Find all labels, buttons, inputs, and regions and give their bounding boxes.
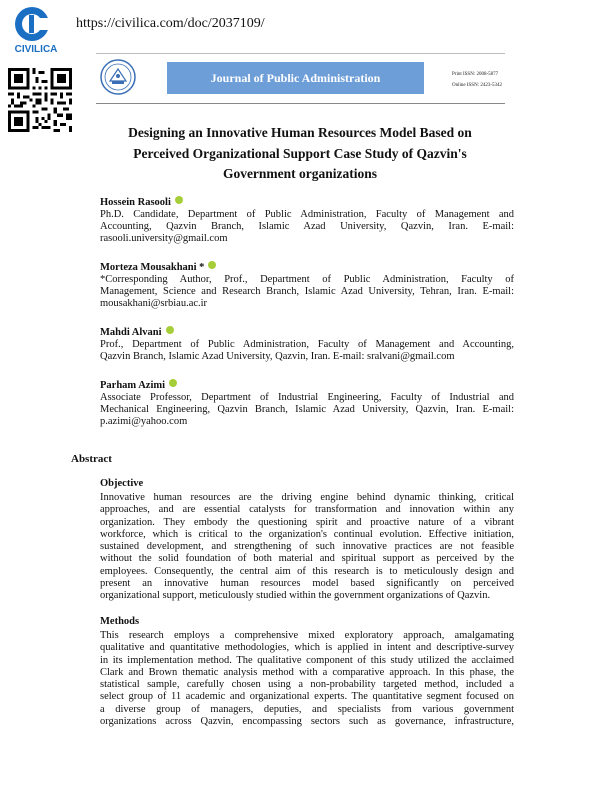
paragraph-line: Innovative human resources are the driving engine behind dynamic thinking, critical bbox=[100, 492, 514, 503]
paragraph-line: present an innovative human resources model based significantly on perceived bbox=[100, 578, 514, 590]
author-email: rasooli.university@gmail.com bbox=[100, 233, 228, 245]
author-block bbox=[100, 196, 514, 246]
author-name: Hossein Rasooli bbox=[100, 197, 171, 208]
paragraph-line: organizational support, meticulously studied within the government organizations of Qazvin. bbox=[100, 590, 491, 602]
paragraph-line: approaches, and are essential catalysts for transformation and innovation within any bbox=[100, 504, 514, 516]
paragraph-line: statistical sample, carefully chosen using a non-probability targeted method, included a bbox=[100, 679, 514, 691]
affiliation-line: *Corresponding Author, Prof., Department of Public Administration, Faculty of bbox=[100, 274, 514, 285]
author-affiliation bbox=[100, 274, 514, 311]
document-url[interactable]: https://civilica.com/doc/2037109/ bbox=[76, 16, 265, 31]
author-affiliation bbox=[100, 209, 514, 246]
header-bottom-rule bbox=[96, 103, 505, 104]
journal-name-banner: Journal of Public Administration bbox=[167, 62, 424, 94]
author-name: Morteza Mousakhani * bbox=[100, 262, 205, 273]
paragraph-line: qualitative and quantitative methodologies, which is applied in intent and descriptive-survey bbox=[100, 642, 514, 654]
affiliation-line: Prof., Department of Public Administration, Faculty of Management and Accounting, bbox=[100, 339, 514, 350]
author-affiliation bbox=[100, 339, 514, 363]
header-top-rule bbox=[96, 53, 505, 54]
author-email: p.azimi@yahoo.com bbox=[100, 416, 188, 428]
paragraph-line: in its implementation method. The qualitative component of this study utilized the acclaimed bbox=[100, 654, 514, 666]
methods-paragraph bbox=[100, 630, 514, 728]
paragraph-line: employees. Consequently, the central aim of this research is to meticulously design and bbox=[100, 565, 514, 577]
methods-heading: Methods bbox=[100, 616, 140, 627]
civilica-brand: CIVILICA bbox=[14, 44, 58, 55]
paper-title bbox=[100, 123, 500, 185]
affiliation-line: Associate Professor, Department of Industrial Engineering, Faculty of Industrial and bbox=[100, 392, 514, 403]
civilica-logo[interactable] bbox=[6, 6, 66, 56]
author-block bbox=[100, 326, 514, 363]
paragraph-line: organization. They embody the questioning spirit and proactive nature of a vibrant bbox=[100, 516, 514, 528]
print-issn: Print ISSN: 2008-5877 bbox=[452, 72, 499, 77]
objective-paragraph bbox=[100, 492, 514, 603]
paragraph-line: a diverse group of managers, deputies, and specialists from various government bbox=[100, 703, 514, 715]
online-issn: Online ISSN: 2423-5342 bbox=[452, 83, 502, 88]
affiliation-line: Ph.D. Candidate, Department of Public Administration, Faculty of Management and bbox=[100, 209, 514, 220]
affiliation-line: Mechanical Engineering, Qazvin Branch, Islamic Azad University, Qazvin, Iran. E-mail: bbox=[100, 404, 514, 416]
university-seal-icon bbox=[100, 59, 136, 95]
author-email: mousakhani@srbiau.ac.ir bbox=[100, 298, 208, 310]
affiliation-line: Qazvin Branch, Islamic Azad University, Qazvin, Iran. E-mail: sralvani@gmail.com bbox=[100, 351, 455, 363]
author-affiliation bbox=[100, 392, 514, 429]
paragraph-line: Clark and Brown thematic analysis method with a comparative approach. In this phase, the bbox=[100, 666, 514, 678]
orcid-icon[interactable] bbox=[166, 326, 174, 334]
paragraph-line: This research employs a comprehensive mixed exploratory approach, amalgamating bbox=[100, 630, 514, 641]
paragraph-line: select group of 11 academic and organizational experts. The quantitative segment focused on bbox=[100, 691, 514, 703]
qr-code-icon bbox=[8, 68, 72, 132]
paragraph-line: sustained development, and strengthening of such innovative practices are not feasible bbox=[100, 541, 514, 553]
paragraph-line: workforce, which is critical to the organization's continual evolution. Effective initiation, bbox=[100, 528, 514, 540]
affiliation-line: Management, Science and Research Branch, Islamic Azad University, Tehran, Iran. E-mail: bbox=[100, 286, 514, 298]
author-name: Parham Azimi bbox=[100, 380, 166, 391]
author-block bbox=[100, 261, 514, 311]
issn-block bbox=[452, 69, 502, 91]
civilica-c-icon bbox=[10, 6, 62, 42]
orcid-icon[interactable] bbox=[208, 261, 216, 269]
title-line: Government organizations bbox=[222, 166, 378, 181]
orcid-icon[interactable] bbox=[169, 379, 177, 387]
affiliation-line: Accounting, Qazvin Branch, Islamic Azad University, Qazvin, Iran. E-mail: bbox=[100, 221, 514, 233]
orcid-icon[interactable] bbox=[175, 196, 183, 204]
abstract-heading: Abstract bbox=[71, 453, 112, 465]
author-name: Mahdi Alvani bbox=[100, 327, 162, 338]
title-line: Perceived Organizational Support Case Study of Qazvin's bbox=[133, 145, 467, 161]
objective-heading: Objective bbox=[100, 478, 144, 489]
title-line: Designing an Innovative Human Resources Model Based on bbox=[128, 125, 472, 140]
paragraph-line: without the solid foundation of both material and spiritual support as perceived by the bbox=[100, 553, 514, 565]
author-block bbox=[100, 379, 514, 429]
paragraph-line: organizations across Qazvin, encompassing sectors such as governance, infrastructure, bbox=[100, 716, 514, 728]
